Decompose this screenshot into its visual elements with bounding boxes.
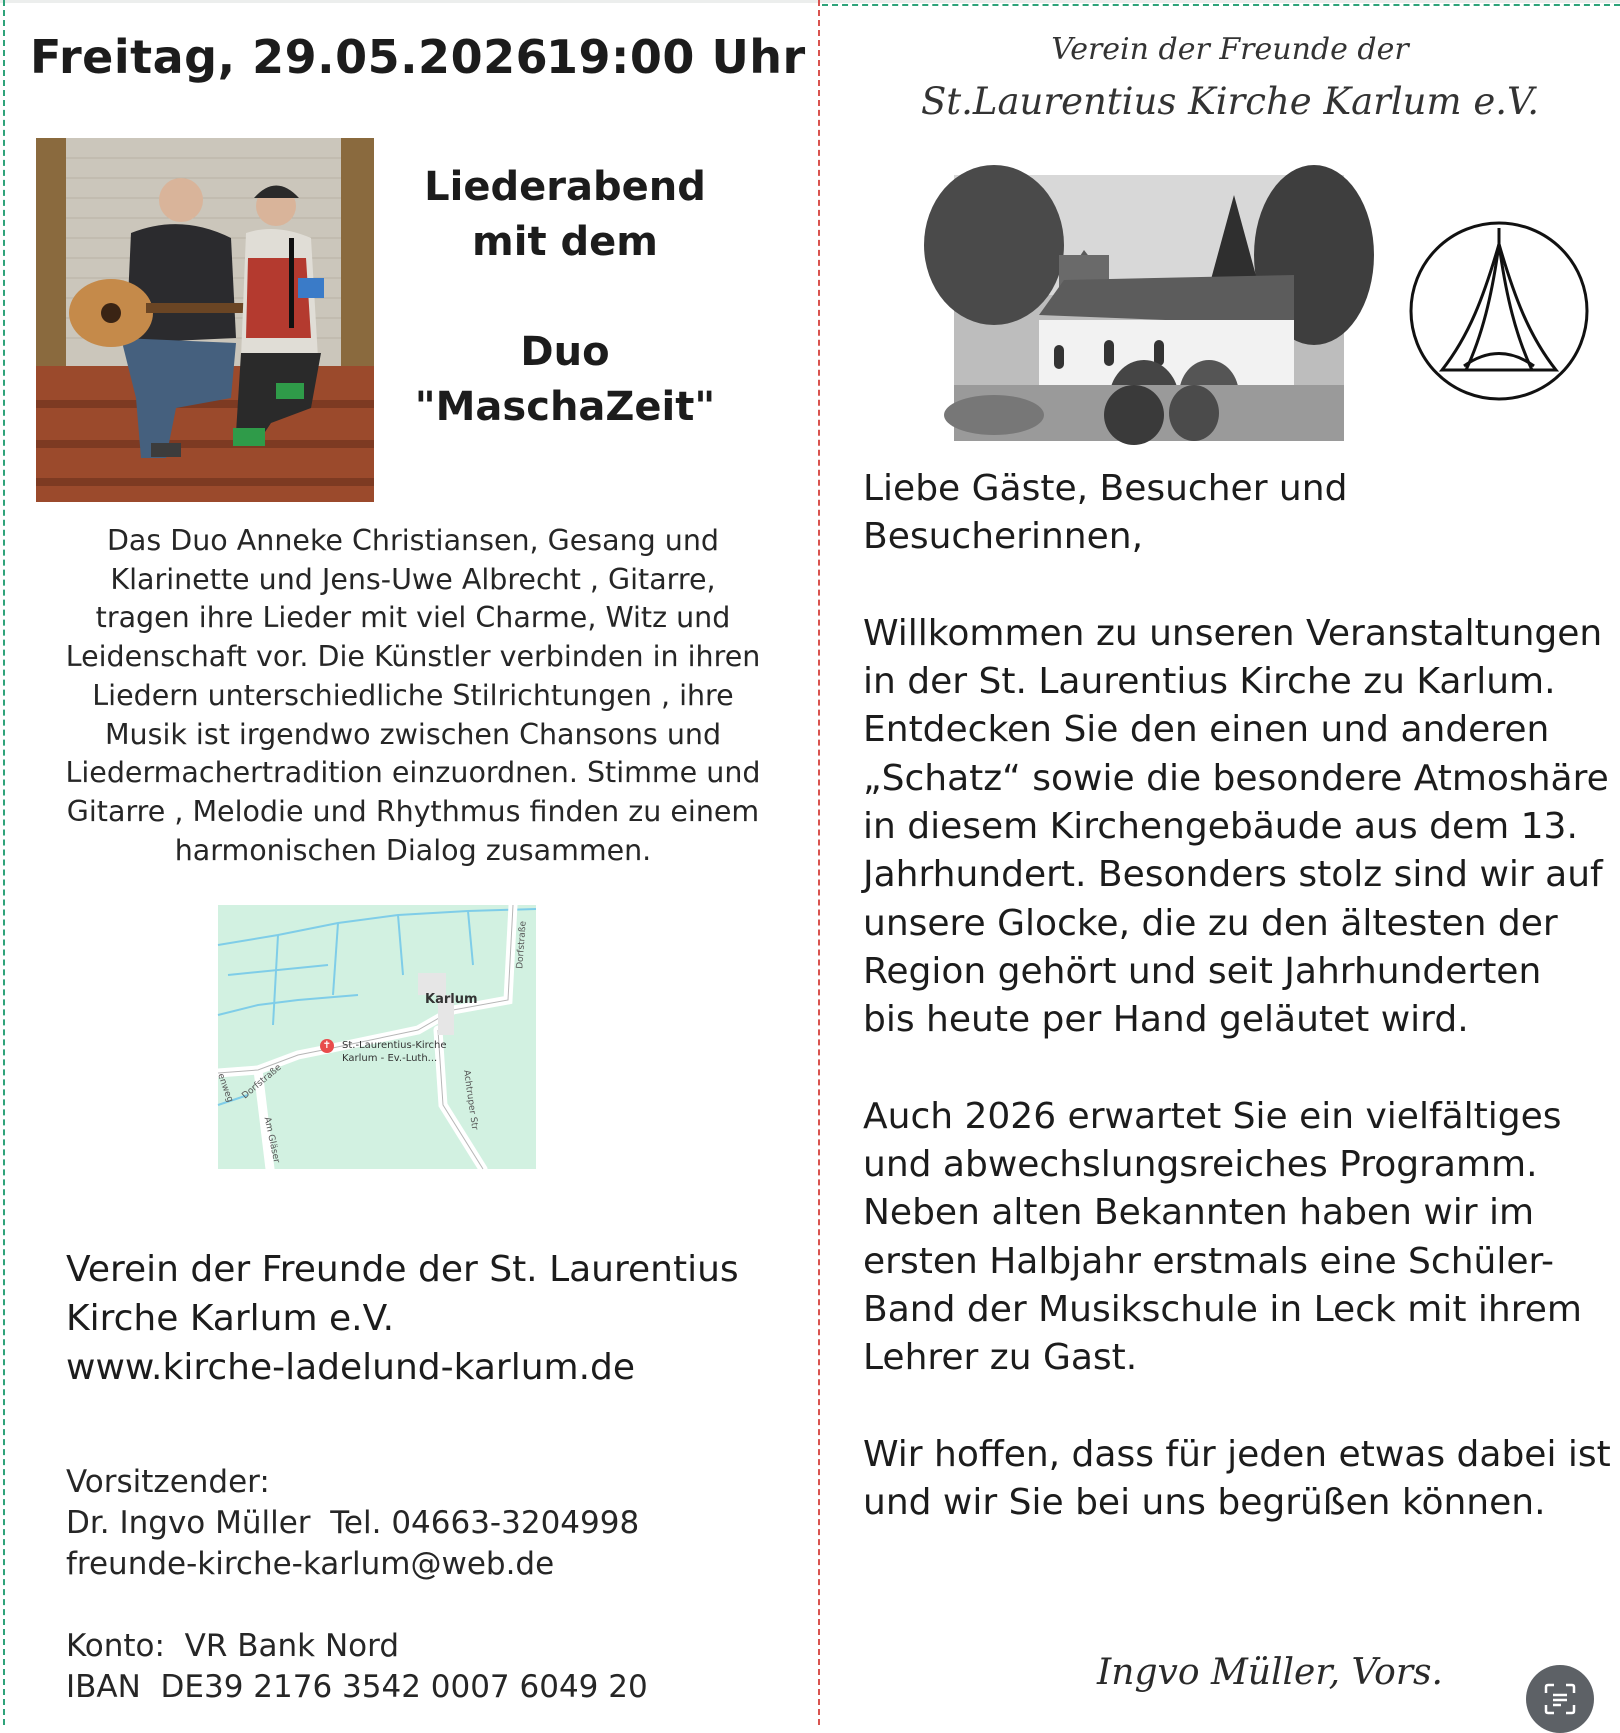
association-line: St.Laurentius Kirche Karlum e.V. [920, 80, 1540, 123]
letter-line: Band der Musikschule in Leck mit ihrem [863, 1289, 1582, 1331]
event-title [405, 160, 725, 435]
description-line: tragen ihre Lieder mit viel Charme, Witz und [95, 601, 731, 635]
description-line: Leidenschaft vor. Die Künstler verbinden in ihren [65, 640, 761, 674]
letter-line: Liebe Gäste, Besucher und [863, 468, 1348, 509]
fold-line [818, 0, 820, 1725]
bank-details [66, 1626, 786, 1708]
event-title-line: Duo [520, 329, 610, 375]
welcome-letter [863, 465, 1611, 1528]
letter-line: in der St. Laurentius Kirche zu Karlum. [863, 661, 1556, 703]
event-title-line: mit dem [472, 219, 658, 265]
church-tent-logo [1404, 216, 1594, 406]
letter-line: in diesem Kirchengebäude aus dem 13. [863, 806, 1578, 848]
duo-photo [36, 138, 374, 502]
map-poi-line: St.-Laurentius-Kirche [342, 1040, 447, 1051]
chair-contact [66, 1462, 786, 1585]
letter-line: unsere Glocke, die zu den ältesten der [863, 902, 1558, 944]
association-line: Verein der Freunde der [1051, 32, 1409, 67]
website-link[interactable]: www.kirche-ladelund-karlum.de [66, 1347, 636, 1388]
association-contact [66, 1245, 786, 1392]
letter-line: Neben alten Bekannten haben wir im [863, 1192, 1535, 1234]
description-line: harmonischen Dialog zusammen. [174, 833, 652, 867]
letter-line: Entdecken Sie den einen und anderen [863, 709, 1550, 751]
event-date: Freitag, 29.05.2026 [30, 30, 549, 84]
letter-line [863, 1383, 1608, 1431]
letter-line: ersten Halbjahr erstmals eine Schüler- [863, 1240, 1554, 1282]
letter-line [863, 562, 1608, 610]
map-road-label: enweg [215, 1072, 235, 1104]
letter-line: und abwechslungsreiches Programm. [863, 1144, 1538, 1186]
letter-line: Wir hoffen, dass für jeden etwas dabei ist [863, 1433, 1611, 1475]
scan-text-button[interactable] [1526, 1665, 1594, 1733]
letter-line: Besucherinnen, [863, 516, 1144, 558]
event-header [30, 30, 806, 84]
letter-line: Jahrhundert. Besonders stolz sind wir auf [863, 854, 1603, 896]
contact-line: Verein der Freunde der St. Laurentius [66, 1249, 739, 1290]
description-line: Liedern unterschiedliche Stilrichtungen , ihre [92, 678, 734, 712]
church-photo [954, 175, 1344, 441]
bank-line: IBAN DE39 2176 3542 0007 6049 20 [66, 1669, 648, 1705]
chair-line: Dr. Ingvo Müller Tel. 04663-3204998 [66, 1505, 640, 1541]
letter-line: bis heute per Hand geläutet wird. [863, 999, 1469, 1041]
church-map-pin-icon[interactable]: ✝ [320, 1039, 334, 1053]
letter-line: Region gehört und seit Jahrhunderten [863, 950, 1542, 992]
map-road-label: Dorfstraße [240, 1062, 284, 1102]
contact-line: Kirche Karlum e.V. [66, 1298, 395, 1339]
bank-line: Konto: VR Bank Nord [66, 1628, 400, 1664]
chair-line: Vorsitzender: [66, 1464, 270, 1500]
letter-line: und wir Sie bei uns begrüßen können. [863, 1482, 1546, 1524]
event-title-line: Liederabend [424, 164, 706, 210]
description-line: Musik ist irgendwo zwischen Chansons und [104, 717, 722, 751]
event-title-line [405, 270, 725, 325]
location-map [215, 905, 536, 1169]
association-name [900, 26, 1560, 130]
event-time: 19:00 Uhr [546, 30, 806, 84]
letter-line: Willkommen zu unseren Veranstaltungen [863, 612, 1603, 654]
email-link[interactable]: freunde-kirche-karlum@web.de [66, 1546, 555, 1582]
left-cut-line [3, 0, 5, 1725]
event-description [58, 522, 768, 870]
description-line: Das Duo Anneke Christiansen, Gesang und [106, 524, 720, 557]
map-poi-line: Karlum - Ev.-Luth... [342, 1053, 438, 1064]
map-road-label: Am Gläser [261, 1116, 282, 1164]
letter-line: „Schatz“ sowie die besondere Atmoshäre [863, 757, 1609, 799]
letter-line: Lehrer zu Gast. [863, 1337, 1138, 1379]
description-line: Klarinette und Jens-Uwe Albrecht , Gitarre, [110, 562, 716, 596]
description-line: Gitarre , Melodie und Rhythmus finden zu einem [66, 794, 760, 828]
map-road-label: Achtruper Str [461, 1069, 480, 1131]
top-cut-line [822, 4, 1620, 6]
letter-line: Auch 2026 erwartet Sie ein vielfältiges [863, 1095, 1562, 1137]
event-title-line: "MaschaZeit" [414, 384, 716, 430]
letter-line [863, 1045, 1608, 1093]
map-poi-label[interactable] [342, 1039, 447, 1065]
description-line: Liedermachertradition einzuordnen. Stimme und [65, 756, 761, 790]
map-town-label: Karlum [425, 992, 478, 1007]
scan-text-icon [1544, 1683, 1576, 1715]
page-top-edge [0, 0, 1620, 3]
signature: Ingvo Müller, Vors. [1097, 1652, 1443, 1693]
map-road-label: Dorfstraße [515, 920, 529, 970]
